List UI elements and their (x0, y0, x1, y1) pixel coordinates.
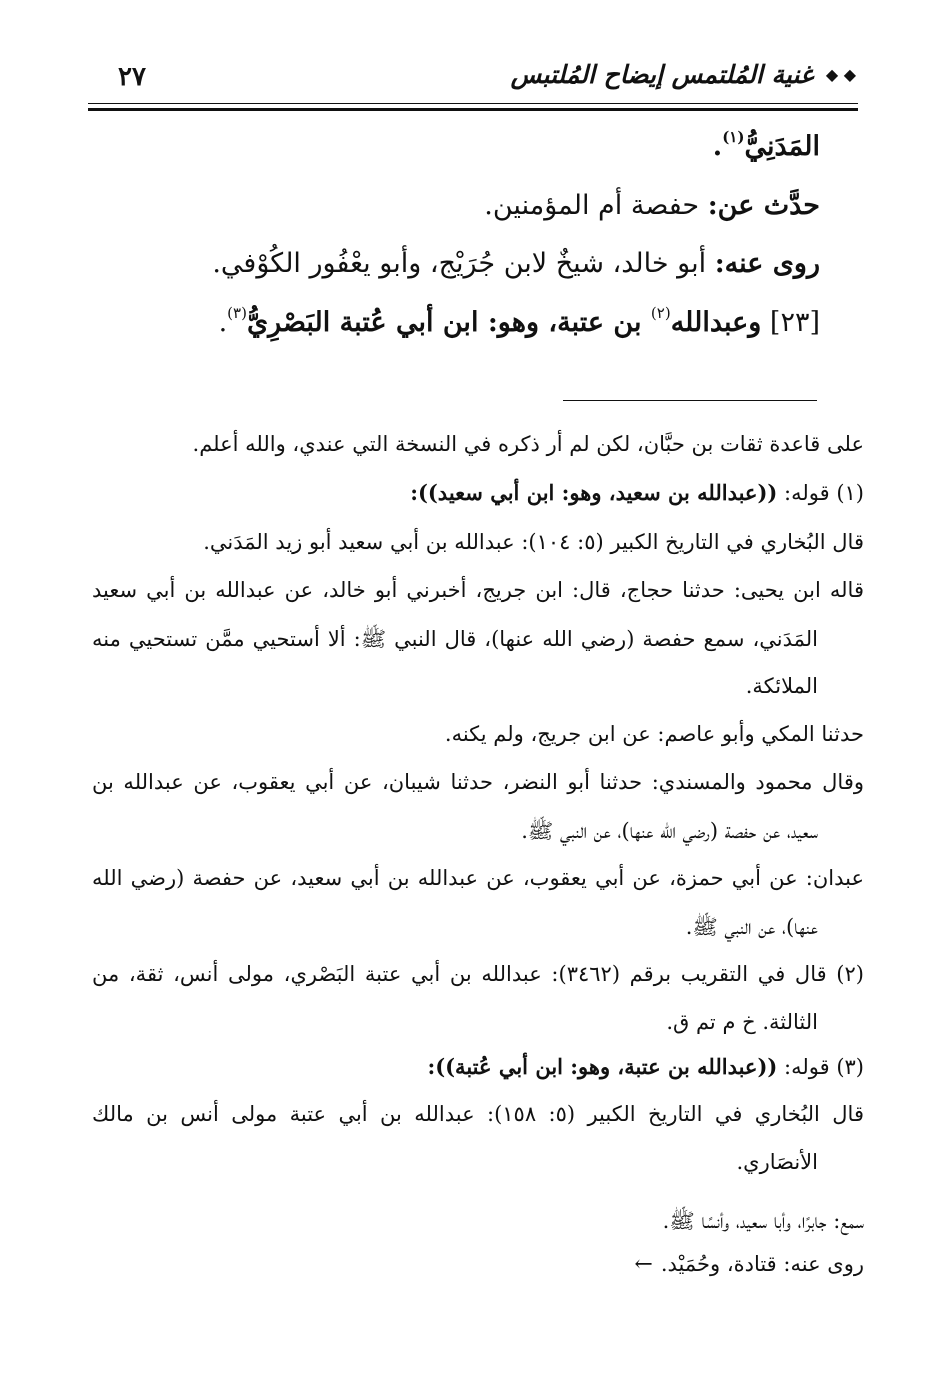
narrator-name: المَدَنِيُّ (744, 131, 820, 162)
continue-arrow-icon: ← (634, 1252, 653, 1277)
footnote-line: وقال محمود والمسندي: حدثنا أبو النضر، حدثنا شيبان، عن أبي يعقوب، عن عبدالله بن (92, 770, 864, 794)
header-bullets: ◆ ◆ (825, 65, 856, 84)
narrated-from-text: حفصة أم المؤمنين. (484, 190, 708, 221)
footnote-ref-2: (٢) (650, 304, 671, 322)
footnote-ref-3: (٣) (227, 304, 247, 322)
footnote-quote: ((عبدالله بن سعيد، وهو: ابن أبي سعيد)): (410, 480, 778, 505)
footnote-number: (٣) قوله: (777, 1055, 864, 1079)
footnote-line: قاله ابن يحيى: حدثنا حجاج، قال: ابن جريج، أخبرني أبو خالد، عن عبدالله بن أبي سعيد (92, 578, 864, 602)
footnote-line: على قاعدة ثقات بن حبَّان، لكن لم أر ذكره في النسخة التي عندي، والله أعلم. (192, 432, 864, 456)
footnote-line: قال البُخاري في التاريخ الكبير (٥: ١٠٤): عبدالله بن أبي سعيد أبو زيد المَدَني. (203, 530, 864, 554)
footnote-line: قال البُخاري في التاريخ الكبير (٥: ١٥٨): عبدالله بن أبي عتبة مولى أنس بن مالك (92, 1102, 864, 1126)
running-title-text: غنية المُلتمس إيضاح المُلتبس (510, 60, 814, 89)
footnote-ref-1: (١) (722, 128, 745, 146)
footnote-line: الأنصَاري. (736, 1150, 818, 1174)
main-line-3 (212, 248, 820, 279)
footnote-line: عنها)، عن النبي ﷺ. (685, 915, 818, 939)
footnote-line: حدثنا المكي وأبو عاصم: عن ابن جريج، ولم يكنه. (444, 722, 864, 746)
header-rule-thick (88, 108, 858, 111)
footnote-number: (١) قوله: (777, 481, 864, 505)
entry-number: [٢٣] (761, 307, 820, 338)
entry-name: وعبدالله (670, 307, 762, 338)
main-line-2 (484, 190, 820, 221)
footnote-line: المَدَني، سمع حفصة (رضي الله عنها)، قال النبي ﷺ: ألا أستحيي ممَّن تستحيي منه (92, 627, 818, 651)
line-end: . (712, 131, 723, 162)
narrated-from-label: حدَّث عن: (707, 190, 820, 221)
footnote-text: روى عنه: قتادة، وحُمَيْد. (660, 1252, 864, 1276)
footnote-separator (563, 400, 817, 401)
main-line-4 (219, 304, 820, 338)
running-title (511, 60, 856, 89)
footnote-line (634, 1252, 864, 1277)
narrated-by-text: أبو خالد، شيخٌ لابن جُرَيْج، وأبو يعْفُور الكُوْفي. (212, 248, 715, 279)
main-line-1 (713, 128, 820, 162)
footnote-quote: ((عبدالله بن عتبة، وهو: ابن أبي عُتبة)): (427, 1054, 778, 1079)
entry-name-rest: بن عتبة، وهو: ابن أبي عُتبة البَصْرِيُّ (246, 307, 651, 338)
header-rule-thin (88, 103, 858, 104)
page-number: ٢٧ (118, 62, 146, 92)
footnote-line: سمع: جابرًا، وأبا سعيد، وأنسًا ﷺ. (662, 1209, 864, 1233)
footnote-line: الملائكة. (745, 674, 818, 698)
footnote-line: عبدان: عن أبي حمزة، عن أبي يعقوب، عن عبدالله بن أبي سعيد، عن حفصة (رضي الله (92, 866, 864, 890)
footnote-line: الثالثة. خ م تم ق. (666, 1010, 818, 1034)
footnote-line: (٢) قال في التقريب برقم (٣٤٦٢): عبدالله بن أبي عتبة البَصْري، مولى أنس، ثقة، من (92, 962, 864, 986)
narrated-by-label: روى عنه: (714, 248, 820, 279)
footnote-line (427, 1054, 864, 1079)
footnote-line (410, 480, 864, 505)
line-end-4: . (218, 307, 228, 338)
running-header (90, 52, 856, 100)
footnote-line: سعيد، عن حفصة (رضي الله عنها)، عن النبي ﷺ. (521, 819, 818, 843)
